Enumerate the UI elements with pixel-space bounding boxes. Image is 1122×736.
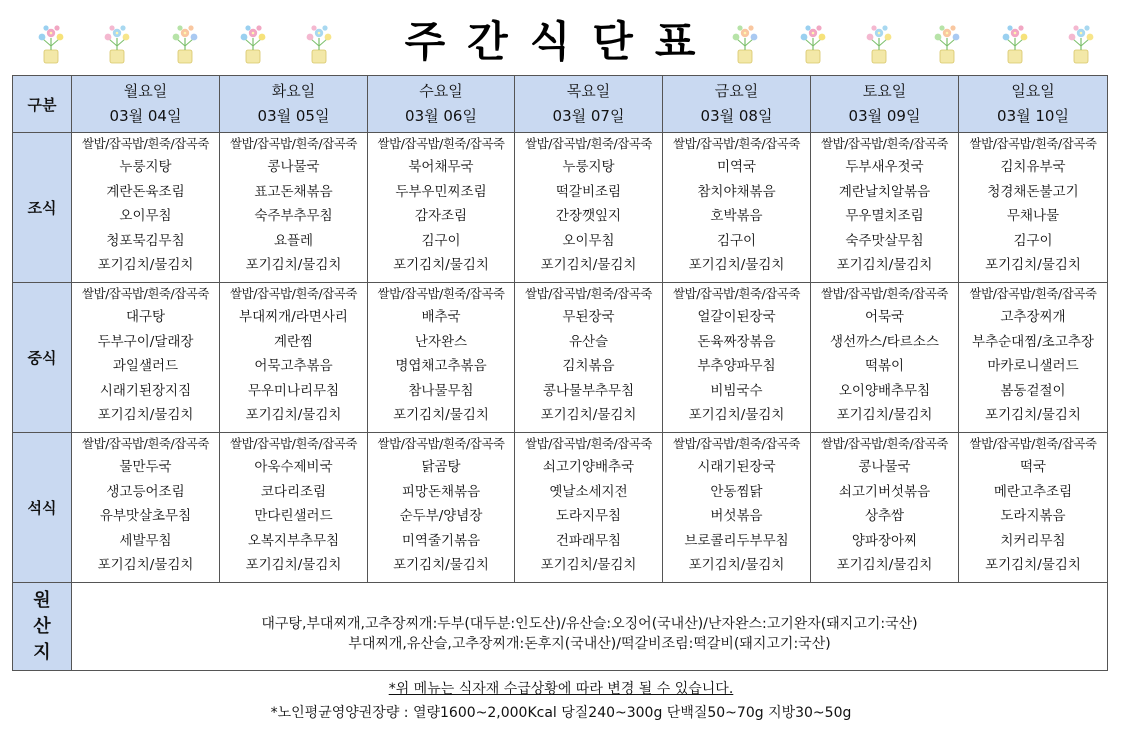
day-header — [811, 76, 959, 133]
menu-cell — [368, 133, 515, 283]
menu-item: 닭곰탕 — [421, 459, 461, 475]
menu-item: 만다린샐러드 — [254, 508, 333, 524]
menu-item: 돈육짜장볶음 — [697, 333, 776, 350]
menu-item: 상추쌈 — [864, 508, 905, 524]
menu-item: 쌀밥/잡곡밥/흰죽/잡곡죽 — [230, 436, 357, 451]
menu-item: 쌀밥/잡곡밥/흰죽/잡곡죽 — [525, 436, 652, 451]
day-name: 금요일 — [714, 82, 759, 100]
menu-item: 계란찜 — [273, 333, 314, 350]
origin-label-char: 지 — [33, 641, 51, 663]
menu-item: 부추순대찜/초고추장 — [972, 333, 1094, 350]
menu-item: 오복지부추무침 — [247, 532, 340, 549]
menu-item: 부추양파무침 — [697, 358, 776, 374]
menu-cell — [72, 133, 220, 283]
menu-cell — [220, 283, 368, 433]
menu-item: 계란돈육조림 — [106, 183, 185, 200]
menu-item: 쌀밥/잡곡밥/흰죽/잡곡죽 — [82, 286, 209, 301]
menu-item: 두부우민찌조림 — [395, 183, 487, 200]
menu-item: 대구탕 — [125, 309, 166, 325]
origin-label-char: 산 — [33, 615, 51, 637]
menu-item: 메란고추조림 — [993, 483, 1073, 500]
corner-label: 구분 — [13, 76, 72, 133]
menu-item: 청경채돈불고기 — [987, 183, 1079, 200]
menu-item: 포기김치/물김치 — [97, 407, 194, 423]
menu-item: 콩나물부추무침 — [542, 382, 635, 399]
day-date: 03월 08일 — [700, 107, 773, 125]
day-name: 일요일 — [1011, 82, 1055, 100]
menu-cell — [959, 433, 1108, 583]
menu-item: 김구이 — [421, 232, 461, 249]
menu-cell — [515, 133, 663, 283]
menu-cell — [72, 433, 220, 583]
menu-item: 고추장찌개 — [1000, 309, 1066, 325]
day-name: 수요일 — [419, 82, 463, 100]
menu-item: 생고등어조림 — [106, 483, 185, 500]
menu-item: 비빔국수 — [710, 382, 763, 399]
menu-cell — [368, 433, 515, 583]
menu-item: 쌀밥/잡곡밥/흰죽/잡곡죽 — [821, 286, 948, 301]
day-date: 03월 10일 — [997, 107, 1069, 125]
menu-cell — [515, 283, 663, 433]
menu-item: 포기김치/물김치 — [688, 407, 785, 423]
menu-item: 쌀밥/잡곡밥/흰죽/잡곡죽 — [969, 286, 1097, 301]
nutrition-notice: *노인평균영양권장량 : 열량1600~2,000Kcal 당질240~300g 단백질50~70g 지방30~50g — [270, 705, 852, 721]
menu-item: 두부새우젓국 — [845, 159, 924, 175]
menu-item: 아욱수제비국 — [254, 459, 333, 475]
menu-item: 쇠고기양배추국 — [542, 459, 635, 475]
menu-cell — [663, 133, 811, 283]
menu-item: 무우미나리무침 — [247, 382, 340, 399]
menu-item: 포기김치/물김치 — [836, 407, 933, 423]
menu-cell — [220, 433, 368, 583]
menu-item: 쇠고기버섯볶음 — [838, 483, 931, 500]
menu-item: 마카로니샐러드 — [987, 358, 1079, 374]
meal-row — [13, 133, 1108, 283]
weekly-menu-table — [12, 75, 1108, 671]
origin-row — [13, 583, 1108, 671]
menu-item: 요플레 — [273, 232, 314, 249]
menu-item: 순두부/양념장 — [399, 508, 483, 524]
menu-item: 어묵고추볶음 — [254, 358, 333, 374]
menu-item: 포기김치/물김치 — [688, 257, 785, 273]
menu-item: 오이무침 — [562, 232, 615, 249]
menu-item: 쌀밥/잡곡밥/흰죽/잡곡죽 — [82, 136, 209, 151]
day-header — [368, 76, 515, 133]
menu-item: 시래기된장국 — [697, 459, 776, 475]
menu-item: 쌀밥/잡곡밥/흰죽/잡곡죽 — [82, 436, 209, 451]
meal-row — [13, 433, 1108, 583]
menu-cell — [811, 133, 959, 283]
menu-item: 건파래무침 — [555, 532, 622, 549]
menu-item: 포기김치/물김치 — [245, 557, 342, 573]
menu-item: 도라지볶음 — [1000, 508, 1066, 524]
day-name: 월요일 — [123, 82, 168, 100]
menu-item: 포기김치/물김치 — [245, 257, 342, 273]
menu-item: 포기김치/물김치 — [393, 407, 489, 423]
menu-item: 얼갈이된장국 — [697, 309, 776, 325]
menu-item: 김구이 — [1013, 232, 1053, 249]
menu-item: 쌀밥/잡곡밥/흰죽/잡곡죽 — [525, 136, 652, 151]
menu-item: 김치유부국 — [1000, 159, 1066, 175]
menu-item: 감자조림 — [414, 208, 468, 224]
menu-item: 부대찌개/라면사리 — [239, 309, 348, 325]
menu-item: 숙주맛살무침 — [845, 232, 924, 249]
menu-item: 무우멸치조림 — [845, 208, 924, 224]
menu-item: 오이무침 — [119, 208, 172, 224]
menu-item: 떡국 — [1019, 459, 1047, 475]
menu-item: 포기김치/물김치 — [836, 557, 933, 573]
menu-item: 오이양배추무침 — [838, 382, 931, 399]
menu-item: 호박볶음 — [710, 208, 763, 224]
menu-item: 도라지무침 — [555, 508, 622, 524]
menu-item: 쌀밥/잡곡밥/흰죽/잡곡죽 — [230, 286, 357, 301]
menu-item: 물만두국 — [119, 459, 172, 475]
menu-item: 청포묵김무침 — [106, 232, 185, 249]
menu-cell — [72, 283, 220, 433]
day-header — [663, 76, 811, 133]
day-header — [72, 76, 220, 133]
origin-line: 부대찌개,유산슬,고추장찌개:돈후지(국내산)/떡갈비조림:떡갈비(돼지고기:국산) — [348, 635, 831, 652]
day-date: 03월 04일 — [109, 107, 182, 125]
menu-item: 피망돈채볶음 — [401, 483, 481, 500]
menu-item: 과일샐러드 — [112, 358, 179, 374]
menu-cell — [515, 433, 663, 583]
menu-item: 누룽지탕 — [562, 159, 615, 175]
menu-cell — [811, 433, 959, 583]
menu-item: 쌀밥/잡곡밥/흰죽/잡곡죽 — [673, 136, 800, 151]
origin-label-char: 원 — [33, 589, 51, 611]
menu-item: 생선까스/타르소스 — [830, 333, 939, 350]
menu-item: 포기김치/물김치 — [393, 557, 489, 573]
change-notice: *위 메뉴는 식자재 수급상황에 따라 변경 될 수 있습니다. — [388, 681, 734, 697]
menu-cell — [959, 283, 1108, 433]
menu-item: 쌀밥/잡곡밥/흰죽/잡곡죽 — [969, 436, 1097, 451]
menu-item: 김구이 — [716, 232, 757, 249]
menu-item: 쌀밥/잡곡밥/흰죽/잡곡죽 — [377, 286, 505, 301]
menu-item: 간장깻잎지 — [555, 208, 622, 224]
menu-item: 콩나물국 — [858, 459, 911, 475]
menu-item: 배추국 — [421, 309, 461, 325]
menu-item: 표고돈채볶음 — [254, 183, 333, 200]
menu-item: 포기김치/물김치 — [245, 407, 342, 423]
day-date: 03월 07일 — [552, 107, 625, 125]
origin-label — [13, 583, 72, 671]
menu-item: 포기김치/물김치 — [540, 407, 637, 423]
menu-item: 포기김치/물김치 — [540, 557, 637, 573]
day-name: 목요일 — [566, 82, 611, 100]
menu-item: 시래기된장지짐 — [99, 382, 192, 399]
menu-item: 양파장아찌 — [851, 532, 918, 549]
menu-item: 떡볶이 — [864, 358, 905, 374]
menu-item: 세발무침 — [119, 532, 172, 549]
menu-item: 안동찜닭 — [710, 483, 763, 500]
menu-item: 코다리조림 — [260, 483, 327, 500]
day-header — [515, 76, 663, 133]
menu-item: 쌀밥/잡곡밥/흰죽/잡곡죽 — [673, 286, 800, 301]
menu-item: 난자완스 — [414, 333, 468, 350]
menu-item: 포기김치/물김치 — [836, 257, 933, 273]
menu-cell — [811, 283, 959, 433]
menu-item: 참치야채볶음 — [697, 183, 776, 200]
menu-item: 무된장국 — [562, 309, 615, 325]
menu-item: 유부맛살초무침 — [99, 508, 192, 524]
menu-cell — [220, 133, 368, 283]
menu-item: 쌀밥/잡곡밥/흰죽/잡곡죽 — [377, 436, 505, 451]
menu-item: 포기김치/물김치 — [97, 257, 194, 273]
page-title: 주간식단표 — [404, 17, 718, 66]
menu-cell — [959, 133, 1108, 283]
menu-item: 봄동겉절이 — [1000, 382, 1066, 399]
day-date: 03월 06일 — [405, 107, 477, 125]
menu-item: 명엽채고추볶음 — [395, 358, 487, 374]
header — [0, 0, 1122, 72]
meal-label: 석식 — [13, 433, 72, 583]
menu-item: 유산슬 — [568, 333, 609, 350]
menu-item: 두부구이/달래장 — [97, 333, 194, 350]
menu-item: 포기김치/물김치 — [688, 557, 785, 573]
day-date: 03월 09일 — [848, 107, 921, 125]
day-name: 화요일 — [271, 82, 316, 100]
day-name: 토요일 — [862, 82, 907, 100]
menu-cell — [663, 433, 811, 583]
origin-info — [72, 583, 1108, 671]
menu-item: 쌀밥/잡곡밥/흰죽/잡곡죽 — [821, 436, 948, 451]
menu-item: 쌀밥/잡곡밥/흰죽/잡곡죽 — [377, 136, 505, 151]
menu-item: 북어채무국 — [408, 159, 474, 175]
menu-item: 미역국 — [716, 159, 757, 175]
menu-item: 김치볶음 — [562, 358, 615, 374]
menu-item: 포기김치/물김치 — [985, 257, 1081, 273]
menu-item: 쌀밥/잡곡밥/흰죽/잡곡죽 — [525, 286, 652, 301]
menu-item: 누룽지탕 — [119, 159, 172, 175]
day-header — [959, 76, 1108, 133]
header-row — [13, 76, 1108, 133]
menu-item: 어묵국 — [864, 309, 905, 325]
origin-line: 대구탕,부대찌개,고추장찌개:두부(대두분:인도산)/유산슬:오징어(국내산)/난자완스:고기완자(돼지고기:국산) — [261, 615, 918, 632]
menu-item: 포기김치/물김치 — [97, 557, 194, 573]
menu-item: 쌀밥/잡곡밥/흰죽/잡곡죽 — [969, 136, 1097, 151]
menu-cell — [663, 283, 811, 433]
menu-item: 포기김치/물김치 — [985, 407, 1081, 423]
menu-item: 브로콜리두부무침 — [684, 532, 789, 549]
meal-row — [13, 283, 1108, 433]
menu-item: 콩나물국 — [267, 159, 320, 175]
menu-item: 계란날치알볶음 — [838, 183, 931, 200]
menu-item: 미역줄기볶음 — [401, 532, 481, 549]
menu-item: 떡갈비조림 — [555, 183, 622, 200]
menu-item: 버섯볶음 — [710, 508, 763, 524]
meal-label: 중식 — [13, 283, 72, 433]
menu-item: 쌀밥/잡곡밥/흰죽/잡곡죽 — [821, 136, 948, 151]
menu-item: 무채나물 — [1006, 208, 1060, 224]
menu-item: 포기김치/물김치 — [540, 257, 637, 273]
meal-label: 조식 — [13, 133, 72, 283]
menu-item: 참나물무침 — [408, 382, 474, 399]
menu-item: 쌀밥/잡곡밥/흰죽/잡곡죽 — [230, 136, 357, 151]
menu-item: 치커리무침 — [1000, 532, 1066, 549]
menu-item: 쌀밥/잡곡밥/흰죽/잡곡죽 — [673, 436, 800, 451]
menu-cell — [368, 283, 515, 433]
menu-item: 포기김치/물김치 — [985, 557, 1081, 573]
menu-item: 옛날소세지전 — [549, 483, 628, 500]
day-header — [220, 76, 368, 133]
day-date: 03월 05일 — [257, 107, 330, 125]
menu-item: 숙주부추무침 — [254, 208, 333, 224]
menu-item: 포기김치/물김치 — [393, 257, 489, 273]
